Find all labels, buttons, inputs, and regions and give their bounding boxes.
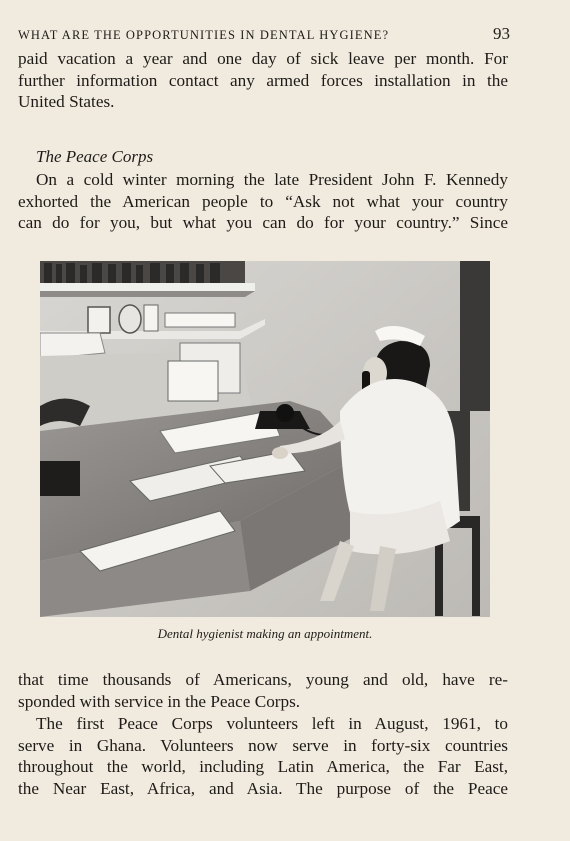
running-head <box>18 24 510 44</box>
continued-paragraph <box>18 669 508 712</box>
section-paragraph <box>18 169 508 234</box>
text-line: can do for you, but what you can do for your country.” Since <box>18 213 508 232</box>
text-line: the Near East, Africa, and Asia. The purpose of the Peace <box>18 778 508 798</box>
figure-photo <box>40 261 490 617</box>
figure-caption: Dental hygienist making an appointment. <box>157 626 373 641</box>
section-heading: The Peace Corps <box>36 147 154 166</box>
text-line: United States. <box>18 92 115 111</box>
text-line: paid vacation a year and one day of sick leave per month. For <box>18 49 508 68</box>
text-line: throughout the world, including Latin America, the Far East, <box>18 757 508 776</box>
text-line: further information contact any armed forces installation in the <box>18 70 508 90</box>
page-number: 93 <box>493 24 510 43</box>
text-line: The first Peace Corps volunteers left in August, 1961, to <box>36 714 508 733</box>
photo-illustration <box>40 261 490 617</box>
running-head-title: WHAT ARE THE OPPORTUNITIES IN DENTAL HYGIENE? <box>18 28 390 42</box>
text-line: sponded with service in the Peace Corps. <box>18 691 301 711</box>
final-paragraph <box>18 713 508 799</box>
text-line: serve in Ghana. Volunteers now serve in forty-six countries <box>18 735 508 755</box>
top-paragraph <box>18 48 508 113</box>
text-line: that time thousands of Americans, young and old, have re- <box>18 670 508 689</box>
text-line: On a cold winter morning the late President John F. Kennedy <box>36 170 508 189</box>
text-line: exhorted the American people to “Ask not what your country <box>18 191 508 211</box>
